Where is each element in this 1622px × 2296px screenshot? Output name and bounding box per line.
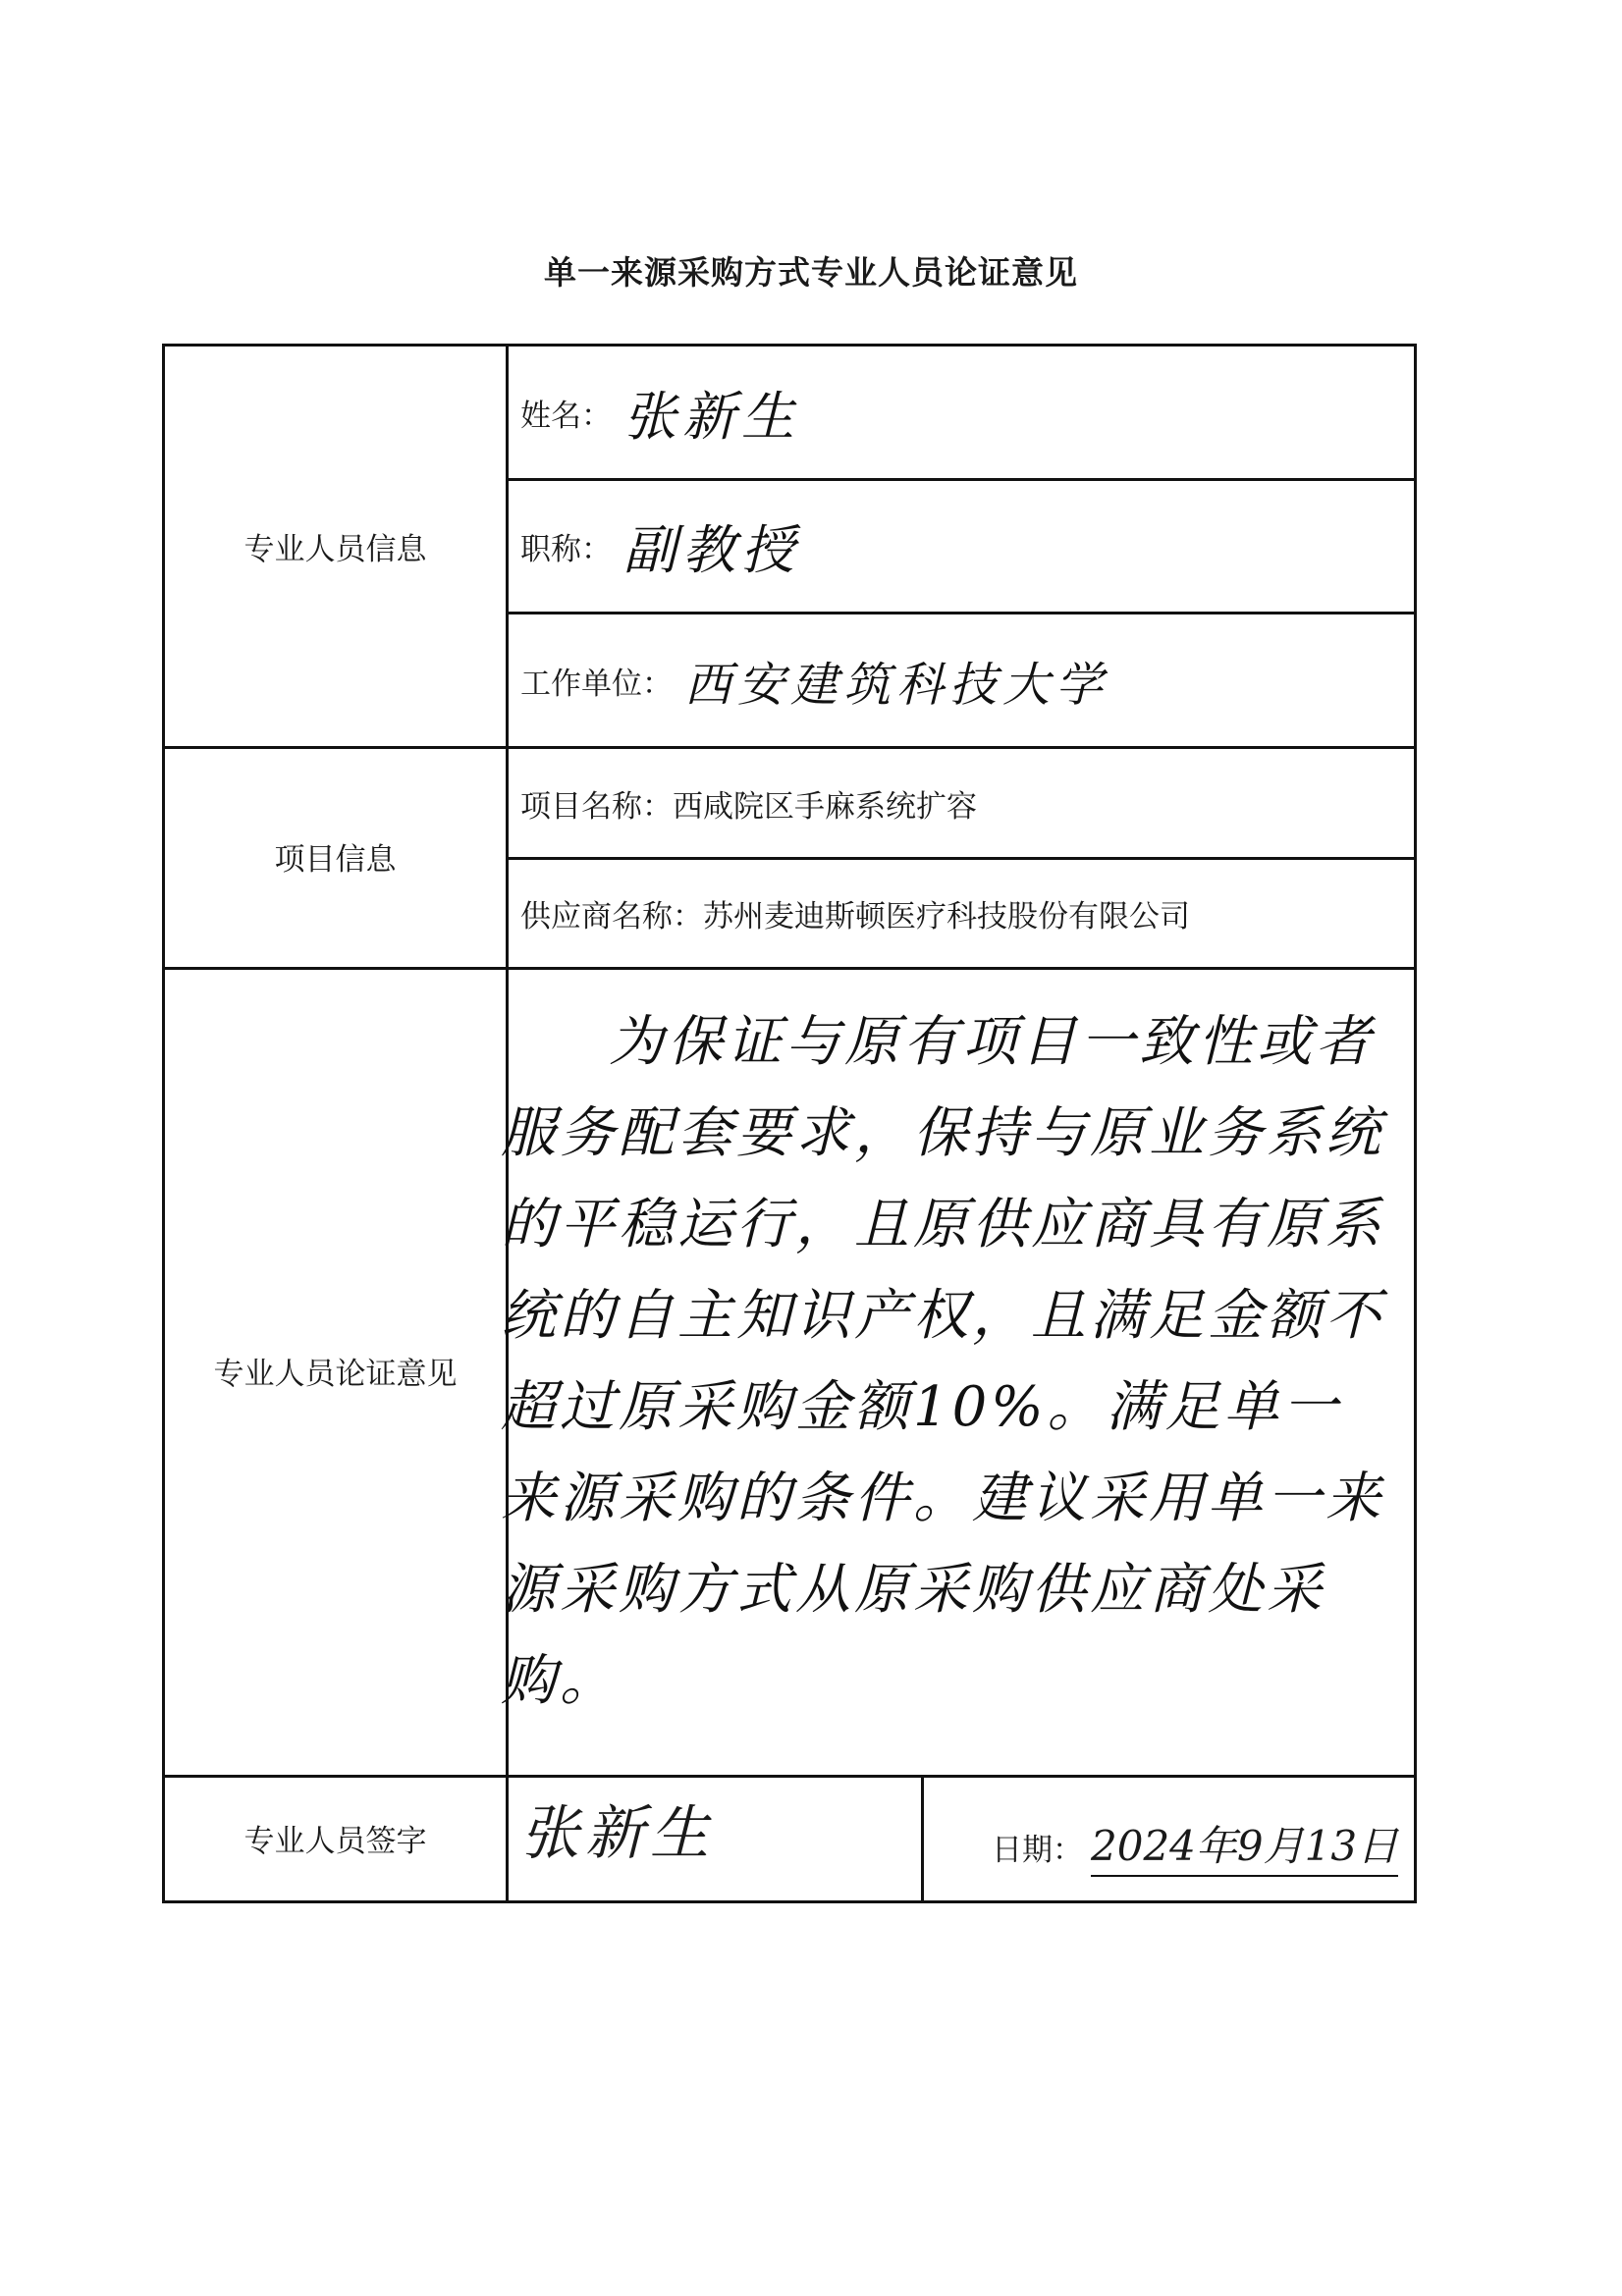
signature-label: 专业人员签字: [243, 1823, 427, 1859]
name-value: 张新生: [623, 385, 800, 448]
employer-row: [520, 614, 1108, 746]
name-row: [520, 347, 800, 478]
supplier-value: 苏州麦迪斯顿医疗科技股份有限公司: [703, 899, 1190, 934]
supplier-row: [520, 860, 1190, 967]
employer-value: 西安建筑科技大学: [684, 657, 1109, 713]
project-name-row: [520, 749, 977, 857]
opinion-text: 为保证与原有项目一致性或者服务配套要求，保持与原业务系统的平稳运行，且原供应商具有原系统的自主知识产权，且满足金额不超过原采购金额10%。满足单一来源采购的条件。建议采用单一来源采购方式从原采购供应商处采购。: [501, 1010, 1384, 1713]
project-info-label: 项目信息: [274, 842, 397, 878]
title-value: 副教授: [623, 519, 800, 581]
date-value: 2024年9月13日: [1091, 1814, 1398, 1877]
opinion-label: 专业人员论证意见: [213, 1357, 458, 1392]
date-row: [992, 1814, 1398, 1877]
document-title: 单一来源采购方式专业人员论证意见: [544, 253, 1078, 292]
title-row: [520, 481, 800, 612]
supplier-label: 供应商名称：: [520, 899, 703, 934]
date-label: 日期：: [992, 1833, 1083, 1868]
signature-value: 张新生: [520, 1799, 715, 1868]
project-name-value: 西咸院区手麻系统扩容: [673, 788, 977, 825]
employer-label: 工作单位：: [520, 666, 673, 702]
personnel-info-label: 专业人员信息: [243, 532, 427, 567]
name-label: 姓名：: [520, 398, 612, 434]
title-label: 职称：: [520, 532, 612, 567]
project-name-label: 项目名称：: [520, 788, 673, 825]
date-divider: [921, 1775, 924, 1900]
